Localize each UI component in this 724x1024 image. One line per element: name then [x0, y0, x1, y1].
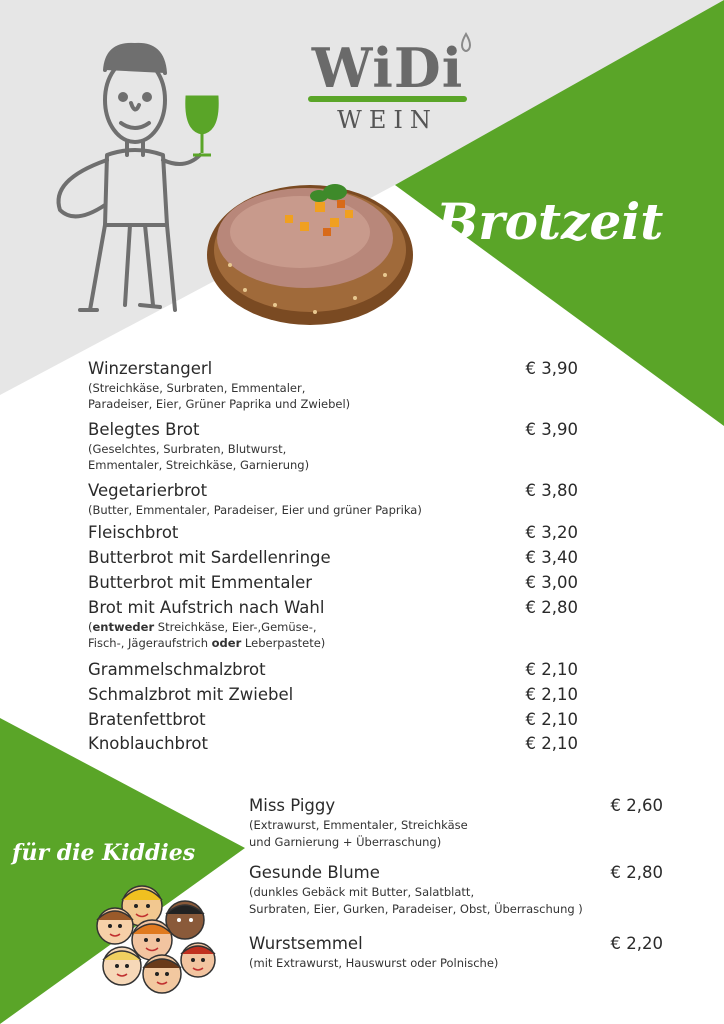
kids-item-gesunde-blume — [249, 862, 663, 918]
menu-item-vegetarierbrot — [88, 480, 578, 518]
item-name: Knoblauchbrot — [88, 734, 208, 753]
item-desc-line: (dunkles Gebäck mit Butter, Salatblatt, — [249, 885, 475, 899]
item-name: Butterbrot mit Sardellenringe — [88, 548, 331, 567]
menu-item-butterbrot-emmentaler — [88, 572, 578, 594]
item-desc-line: (entweder Streichkäse, Eier-,Gemüse-, — [88, 620, 317, 634]
item-price: € 2,10 — [525, 710, 578, 729]
menu-item-fleischbrot — [88, 522, 578, 544]
item-desc-line: (Extrawurst, Emmentaler, Streichkäse — [249, 818, 468, 832]
wine-glass-icon — [187, 97, 217, 155]
item-name: Brot mit Aufstrich nach Wahl — [88, 598, 325, 617]
wine-mascot-illustration — [35, 35, 230, 320]
kids-item-miss-piggy — [249, 795, 663, 851]
item-price: € 2,10 — [525, 734, 578, 753]
page-title: Brotzeit — [436, 192, 664, 251]
kids-faces-illustration — [80, 878, 230, 998]
item-price: € 2,20 — [610, 934, 663, 953]
item-price: € 2,60 — [610, 796, 663, 815]
item-name: Fleischbrot — [88, 523, 179, 542]
item-name: Grammelschmalzbrot — [88, 660, 266, 679]
menu-item-brot-aufstrich — [88, 597, 578, 651]
emphasis-oder: oder — [211, 636, 242, 650]
item-name: Winzerstangerl — [88, 359, 213, 378]
item-desc-line: (Butter, Emmentaler, Paradeiser, Eier und grüner Paprika) — [88, 503, 422, 517]
drop-icon — [459, 32, 473, 54]
item-name: Belegtes Brot — [88, 420, 200, 439]
kids-item-wurstsemmel — [249, 933, 663, 972]
logo-wordmark — [300, 38, 475, 98]
item-name: Wurstsemmel — [249, 934, 363, 953]
item-price: € 2,80 — [610, 863, 663, 882]
logo-word: WiDi — [311, 36, 464, 100]
item-price: € 2,10 — [525, 660, 578, 679]
menu-item-butterbrot-sardellen — [88, 547, 578, 569]
item-desc-line: (mit Extrawurst, Hauswurst oder Polnische) — [249, 956, 499, 970]
spread-bread-photo — [205, 170, 415, 330]
item-name: Gesunde Blume — [249, 863, 380, 882]
item-price: € 2,10 — [525, 685, 578, 704]
item-price: € 3,90 — [525, 359, 578, 378]
item-desc-line: Surbraten, Eier, Gurken, Paradeiser, Obst, Überraschung ) — [249, 902, 583, 916]
item-price: € 2,80 — [525, 598, 578, 617]
item-desc-line: und Garnierung + Überraschung) — [249, 835, 442, 849]
menu-item-winzerstangerl — [88, 358, 578, 412]
menu-item-schmalzbrot-zwiebel — [88, 684, 578, 706]
item-price: € 3,40 — [525, 548, 578, 567]
item-desc-line: (Streichkäse, Surbraten, Emmentaler, — [88, 381, 306, 395]
item-name: Bratenfettbrot — [88, 710, 206, 729]
item-desc-line: (Geselchtes, Surbraten, Blutwurst, — [88, 442, 287, 456]
item-name: Schmalzbrot mit Zwiebel — [88, 685, 294, 704]
logo — [300, 38, 475, 134]
menu-item-belegtes-brot — [88, 419, 578, 473]
menu-item-bratenfettbrot — [88, 709, 578, 731]
emphasis-entweder: entweder — [92, 620, 155, 634]
item-price: € 3,20 — [525, 523, 578, 542]
item-name: Butterbrot mit Emmentaler — [88, 573, 313, 592]
item-price: € 3,80 — [525, 481, 578, 500]
menu-item-grammelschmalzbrot — [88, 659, 578, 681]
menu-item-knoblauchbrot — [88, 733, 578, 755]
item-desc-line: Emmentaler, Streichkäse, Garnierung) — [88, 458, 310, 472]
item-name: Vegetarierbrot — [88, 481, 208, 500]
item-desc-line: Fisch-, Jägeraufstrich oder Leberpastete) — [88, 636, 326, 650]
item-desc-line: Paradeiser, Eier, Grüner Paprika und Zwiebel) — [88, 397, 351, 411]
kids-section-label: für die Kiddies — [12, 840, 196, 866]
item-name: Miss Piggy — [249, 796, 336, 815]
logo-subtitle: WEIN — [337, 106, 438, 134]
item-price: € 3,00 — [525, 573, 578, 592]
item-price: € 3,90 — [525, 420, 578, 439]
